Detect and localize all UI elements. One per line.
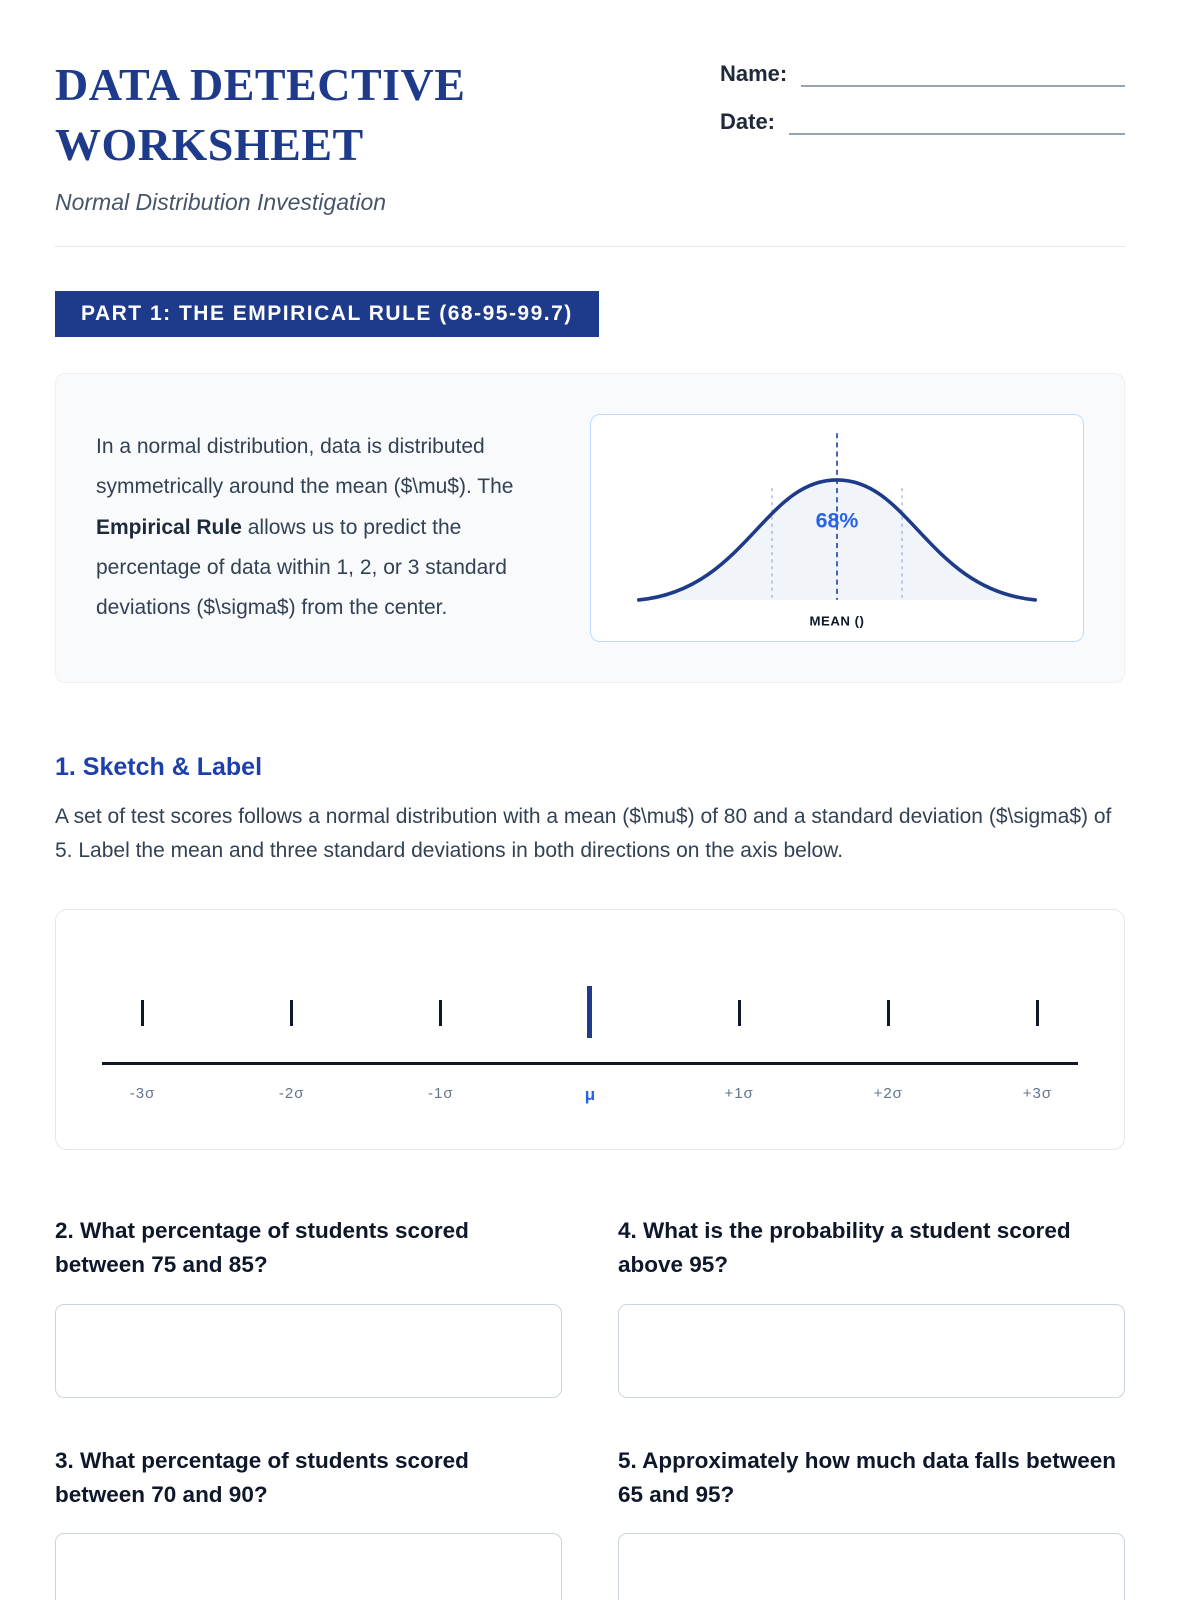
date-row bbox=[720, 109, 1125, 135]
sixty-eight-percent-label: 68% bbox=[815, 508, 859, 533]
bell-curve-figure bbox=[593, 421, 1081, 640]
tick-minus-2-sigma bbox=[290, 1000, 293, 1026]
axis-label-plus-2-sigma: +2σ bbox=[873, 1085, 903, 1103]
question-5 bbox=[618, 1444, 1125, 1600]
question-5-title: 5. Approximately how much data falls between 65 and 95? bbox=[618, 1447, 1117, 1507]
tick-minus-3-sigma bbox=[141, 1000, 144, 1026]
section1-prompt: A set of test scores follows a normal distribution with a mean ($\mu$) of 80 and a standard deviation ($\sigma$) of 5. Label the mean and three standard deviations in both directions on the axis below. bbox=[55, 805, 1112, 862]
question-4 bbox=[618, 1214, 1125, 1398]
tick-cell-plus1 bbox=[665, 1000, 814, 1062]
axis-ticks bbox=[68, 986, 1112, 1062]
tick-cell-minus3 bbox=[68, 1000, 217, 1062]
empirical-rule-text bbox=[96, 427, 528, 629]
question-3-title: 3. What percentage of students scored between 70 and 90? bbox=[55, 1447, 469, 1507]
name-row bbox=[720, 61, 1125, 87]
question-4-title: 4. What is the probability a student scored above 95? bbox=[618, 1218, 1071, 1278]
page-subtitle: Normal Distribution Investigation bbox=[55, 188, 387, 215]
tick-plus-3-sigma bbox=[1036, 1000, 1039, 1026]
axis-labels bbox=[68, 1085, 1112, 1105]
sketch-axis-card bbox=[55, 909, 1125, 1150]
tick-plus-1-sigma bbox=[738, 1000, 741, 1026]
question-3-answer-box bbox=[55, 1533, 562, 1600]
tick-cell-plus3 bbox=[963, 1000, 1112, 1062]
tick-mean bbox=[587, 986, 592, 1038]
page-title-line1: DATA DETECTIVE bbox=[55, 59, 466, 110]
tick-plus-2-sigma bbox=[887, 1000, 890, 1026]
tick-cell-minus1 bbox=[366, 1000, 515, 1062]
tick-cell-minus2 bbox=[217, 1000, 366, 1062]
question-2-title: 2. What percentage of students scored between 75 and 85? bbox=[55, 1218, 469, 1278]
section1-heading: 1. Sketch & Label bbox=[55, 753, 263, 782]
questions-grid bbox=[55, 1214, 1125, 1600]
bell-curve-card bbox=[590, 414, 1084, 643]
question-2 bbox=[55, 1214, 562, 1398]
mean-axis-label: MEAN () bbox=[809, 612, 865, 628]
axis-label-plus-1-sigma: +1σ bbox=[724, 1085, 754, 1103]
axis-label-minus-2-sigma: -2σ bbox=[278, 1085, 305, 1103]
page-title bbox=[55, 55, 535, 175]
header-divider bbox=[55, 246, 1125, 247]
intro-text-bold: Empirical Rule bbox=[96, 515, 242, 539]
intro-text-after: allows us to predict the percentage of data within 1, 2, or 3 standard deviations ($\sigma$) from the center. bbox=[96, 515, 507, 620]
axis-label-mean: μ bbox=[584, 1085, 596, 1105]
name-blank-line bbox=[801, 61, 1125, 87]
axis-label-plus-3-sigma: +3σ bbox=[1022, 1085, 1053, 1103]
date-blank-line bbox=[789, 109, 1125, 135]
date-label: Date: bbox=[720, 109, 776, 134]
tick-cell-plus2 bbox=[814, 1000, 963, 1062]
question-2-answer-box bbox=[55, 1304, 562, 1398]
name-date-block bbox=[720, 55, 1125, 157]
header-left bbox=[55, 55, 535, 216]
header bbox=[55, 55, 1125, 216]
part1-banner: PART 1: THE EMPIRICAL RULE (68-95-99.7) bbox=[55, 291, 599, 337]
question-5-answer-box bbox=[618, 1533, 1125, 1600]
page-title-line2: WORKSHEET bbox=[55, 118, 364, 170]
question-4-answer-box bbox=[618, 1304, 1125, 1398]
tick-cell-mu bbox=[515, 986, 664, 1062]
axis-label-minus-3-sigma: -3σ bbox=[129, 1085, 156, 1103]
question-3 bbox=[55, 1444, 562, 1600]
empirical-rule-panel bbox=[55, 373, 1125, 684]
tick-minus-1-sigma bbox=[439, 1000, 442, 1026]
number-line bbox=[102, 1062, 1078, 1065]
intro-text-before: In a normal distribution, data is distributed symmetrically around the mean ($\mu$). The bbox=[96, 435, 514, 499]
name-label: Name: bbox=[720, 61, 788, 86]
axis-label-minus-1-sigma: -1σ bbox=[428, 1085, 454, 1103]
